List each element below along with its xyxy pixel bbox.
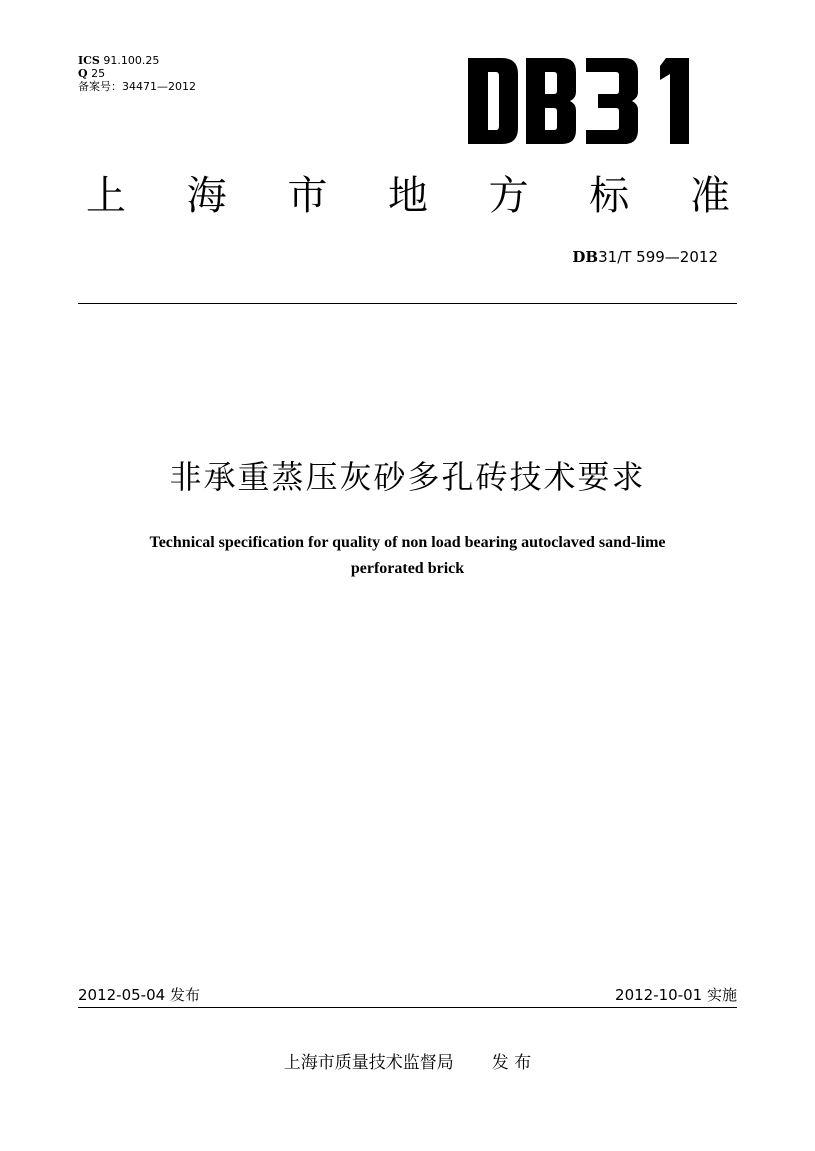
standard-number: DB31/T 599—2012 — [572, 248, 718, 266]
top-divider — [78, 303, 737, 304]
doc-type-char: 标 — [589, 172, 630, 219]
issuer-line — [0, 1048, 815, 1073]
metadata-block — [78, 54, 196, 93]
doc-type-char: 方 — [488, 172, 529, 219]
document-type — [78, 162, 738, 222]
bottom-divider — [78, 1007, 737, 1008]
ics-line: ICS 91.100.25 — [78, 54, 160, 67]
title-english-line: perforated brick — [350, 560, 465, 577]
issuer-action: 发 布 — [491, 1053, 532, 1073]
issue-date: 2012-05-04 发布 — [78, 986, 200, 1004]
doc-type-char: 海 — [186, 172, 227, 219]
title-english-line: Technical specification for quality of non load bearing autoclaved sand-lime — [149, 534, 666, 551]
doc-type-char: 地 — [387, 172, 428, 219]
q-line: Q 25 — [78, 67, 106, 80]
title-english — [78, 530, 737, 582]
title-chinese: 非承重蒸压灰砂多孔砖技术要求 — [169, 458, 646, 496]
implementation-date: 2012-10-01 实施 — [615, 986, 737, 1004]
db31-logo — [468, 58, 692, 144]
doc-type-char: 上 — [86, 172, 126, 219]
doc-type-char: 市 — [287, 172, 328, 219]
filing-number: 备案号：34471—2012 — [78, 80, 196, 93]
issuer-name: 上海市质量技术监督局 — [283, 1053, 454, 1073]
doc-type-char: 准 — [689, 172, 730, 219]
